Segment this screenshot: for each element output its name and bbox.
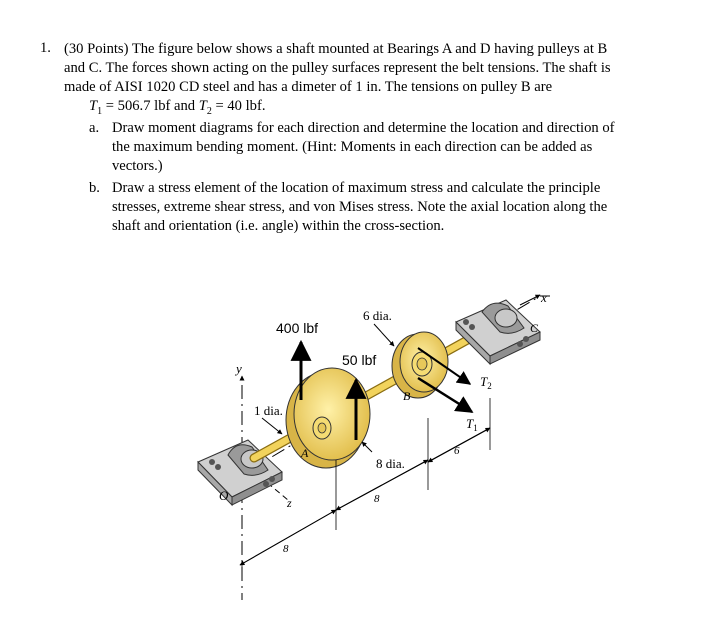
part-b-label: b. (89, 180, 100, 196)
o-label: O (219, 488, 229, 503)
a-label: A (301, 446, 309, 460)
intro-line-2: and C. The forces shown acting on the pulley surfaces represent the belt tensions. The shaft is (64, 60, 611, 76)
part-b-line-3: shaft and orientation (i.e. angle) within the cross-section. (112, 218, 445, 234)
part-a-line-3: vectors.) (112, 158, 163, 174)
t2-symbol: T (198, 98, 207, 114)
dim-6-label: 6 (454, 445, 460, 457)
t2-label: $T_2$ (480, 374, 492, 391)
z-label: z (287, 496, 292, 510)
bearing-right (456, 300, 540, 364)
part-b-line-2: stresses, extreme shear stress, and von Mises stress. Note the axial location along the (112, 199, 608, 215)
c-label: C (530, 321, 539, 335)
intro-line-1: (30 Points) The figure below shows a shaft mounted at Bearings A and D having pulleys at B (64, 41, 608, 57)
dia-1-label: 1 dia. (254, 403, 283, 418)
force-400-label: 400 lbf (276, 320, 319, 336)
force-50-label: 50 lbf (342, 352, 377, 368)
t1-symbol: T (89, 98, 98, 114)
t1-value: = 506.7 lbf and (102, 98, 199, 114)
pulley-small (392, 332, 448, 398)
x-label: x (541, 290, 547, 305)
intro-line-3: made of AISI 1020 CD steel and has a dimeter of 1 in. The tensions on pulley B are (64, 79, 553, 95)
part-a-line-1: Draw moment diagrams for each direction and determine the location and direction of (112, 120, 615, 136)
dia-6-label: 6 dia. (363, 308, 392, 323)
problem-number: 1. (40, 40, 51, 56)
t2-value: = 40 lbf. (211, 98, 266, 114)
b-label: B (403, 389, 411, 403)
part-a-label: a. (89, 120, 100, 136)
y-label: y (236, 361, 242, 376)
part-a-line-2: the maximum bending moment. (Hint: Moments in each direction can be added as (112, 139, 593, 155)
part-b-line-1: Draw a stress element of the location of maximum stress and calculate the principle (112, 180, 601, 196)
t1-label: $T_1$ (466, 416, 478, 433)
dim-8b-label: 8 (374, 493, 380, 505)
dia-8-label: 8 dia. (376, 456, 405, 471)
t1-subscript: 1 (97, 105, 103, 117)
t2-subscript: 2 (206, 105, 212, 117)
dim-8a-label: 8 (283, 543, 289, 555)
